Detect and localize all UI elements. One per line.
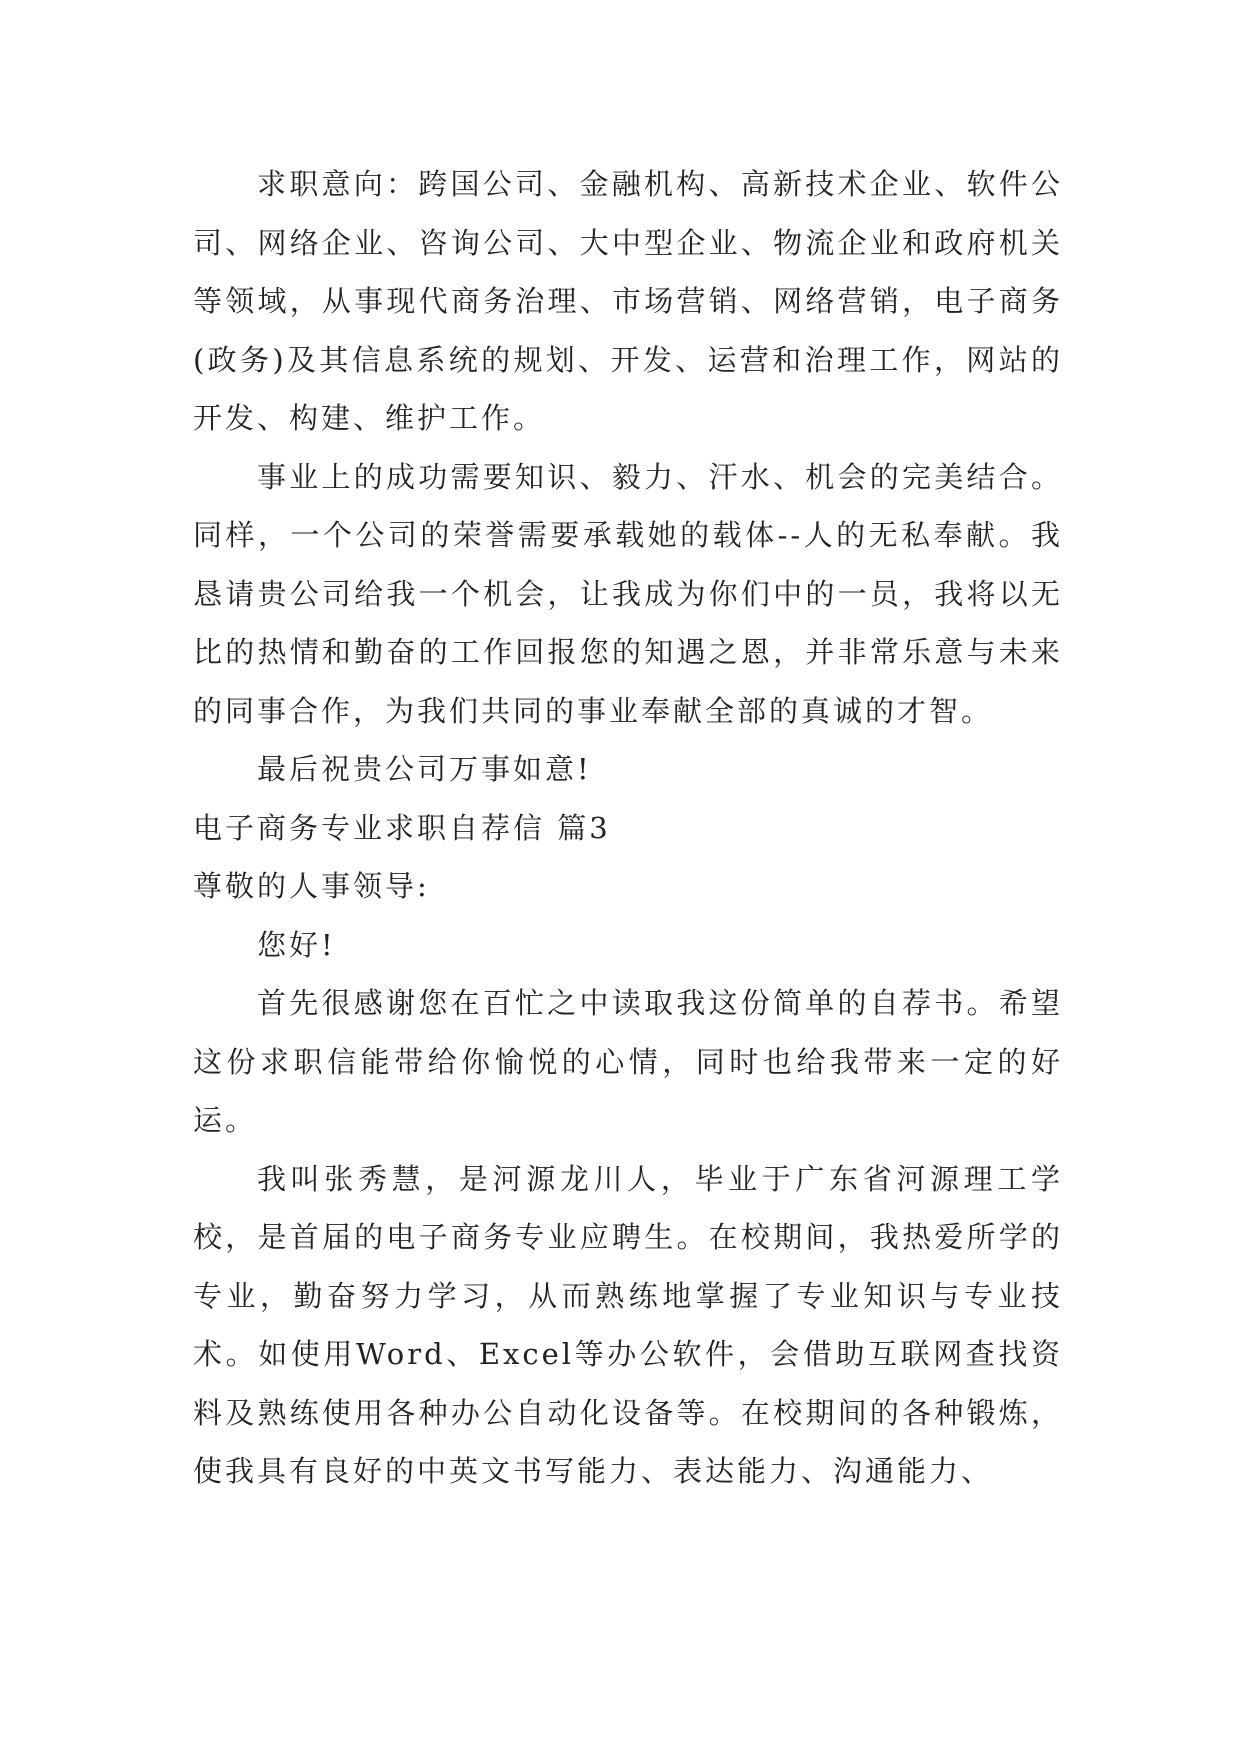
paragraph-self-introduction: 我叫张秀慧，是河源龙川人，毕业于广东省河源理工学校，是首届的电子商务专业应聘生。在校期间，我热爱所学的专业，勤奋努力学习，从而熟练地掌握了专业知识与专业技术。如使用Word、Excel等办公软件，会借助互联网查找资料及熟练使用各种办公自动化设备等。在校期间的各种锻炼，使我具有良好的中英文书写能力、表达能力、沟通能力、	[193, 1161, 1063, 1488]
paragraph-closing-wish: 最后祝贵公司万事如意!	[257, 752, 592, 786]
greeting: 您好!	[257, 927, 336, 962]
paragraph-thanks: 首先很感谢您在百忙之中读取我这份简单的自荐书。希望这份求职信能带给你愉悦的心情，同时也给我带来一定的好运。	[193, 986, 1063, 1137]
document-body	[193, 155, 1063, 1501]
salutation: 尊敬的人事领导:	[193, 869, 430, 903]
paragraph-career-success: 事业上的成功需要知识、毅力、汗水、机会的完美结合。同样，一个公司的荣誉需要承载她的载体--人的无私奉献。我恳请贵公司给我一个机会，让我成为你们中的一员，我将以无比的热情和勤奋的工作回报您的知遇之恩，并非常乐意与未来的同事合作，为我们共同的事业奉献全部的真诚的才智。	[193, 459, 1063, 728]
section-heading: 电子商务专业求职自荐信 篇3	[193, 810, 611, 845]
paragraph-job-intention: 求职意向：跨国公司、金融机构、高新技术企业、软件公司、网络企业、咨询公司、大中型企业、物流企业和政府机关等领域，从事现代商务治理、市场营销、网络营销，电子商务(政务)及其信息系统的规划、开发、运营和治理工作，网站的开发、构建、维护工作。	[193, 167, 1063, 435]
